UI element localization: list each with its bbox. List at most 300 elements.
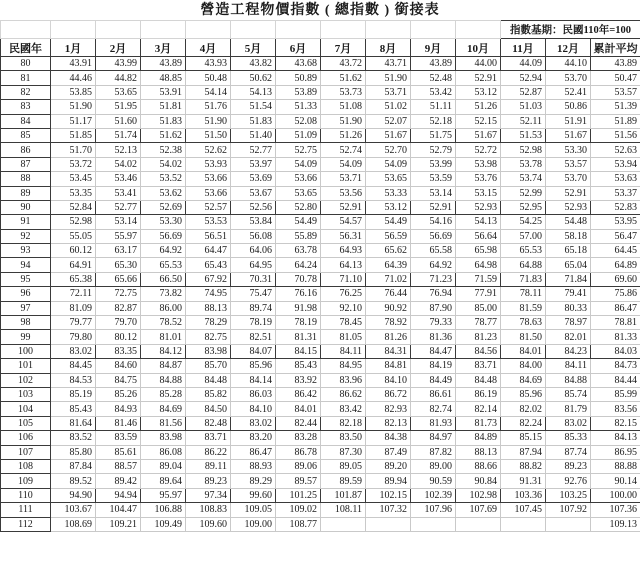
value-cell: 90.84 [456, 474, 501, 488]
value-cell: 52.91 [321, 200, 366, 214]
value-cell: 85.33 [546, 431, 591, 445]
value-cell: 50.89 [276, 71, 321, 85]
year-cell: 90 [1, 200, 51, 214]
value-cell: 74.95 [186, 287, 231, 301]
value-cell: 51.76 [186, 100, 231, 114]
col-header-9: 9月 [411, 39, 456, 57]
value-cell: 82.75 [186, 330, 231, 344]
value-cell: 89.20 [366, 459, 411, 473]
value-cell: 43.82 [231, 57, 276, 71]
value-cell: 109.02 [276, 503, 321, 517]
value-cell: 56.59 [366, 229, 411, 243]
value-cell: 53.97 [231, 157, 276, 171]
value-cell [546, 517, 591, 531]
value-cell: 51.75 [411, 128, 456, 142]
value-cell: 43.91 [51, 57, 96, 71]
value-cell: 82.44 [276, 416, 321, 430]
value-cell: 56.51 [186, 229, 231, 243]
value-cell: 53.69 [231, 172, 276, 186]
year-cell: 112 [1, 517, 51, 531]
table-row [1, 128, 640, 142]
value-cell: 53.12 [456, 85, 501, 99]
value-cell: 84.12 [141, 344, 186, 358]
value-cell: 53.15 [456, 186, 501, 200]
value-cell: 67.92 [186, 272, 231, 286]
value-cell: 86.62 [321, 387, 366, 401]
year-cell: 87 [1, 157, 51, 171]
value-cell [411, 517, 456, 531]
value-cell: 81.09 [51, 301, 96, 315]
value-cell: 83.42 [321, 402, 366, 416]
value-cell: 85.96 [231, 359, 276, 373]
value-cell: 51.03 [501, 100, 546, 114]
value-cell: 71.23 [411, 272, 456, 286]
table-row [1, 488, 640, 502]
value-cell: 107.45 [501, 503, 546, 517]
value-cell: 87.94 [501, 445, 546, 459]
value-cell: 52.74 [321, 143, 366, 157]
value-cell: 54.02 [141, 157, 186, 171]
col-header-8: 8月 [366, 39, 411, 57]
value-cell: 89.00 [411, 459, 456, 473]
avg-cell: 86.47 [591, 301, 640, 315]
value-cell: 108.69 [51, 517, 96, 531]
value-cell: 63.17 [96, 244, 141, 258]
value-cell: 81.46 [96, 416, 141, 430]
value-cell: 53.78 [501, 157, 546, 171]
value-cell: 53.70 [546, 71, 591, 85]
value-cell: 81.05 [321, 330, 366, 344]
value-cell: 82.13 [366, 416, 411, 430]
value-cell: 52.91 [411, 200, 456, 214]
value-cell: 52.75 [276, 143, 321, 157]
value-cell: 89.52 [51, 474, 96, 488]
value-cell: 54.13 [231, 85, 276, 99]
value-cell: 58.18 [546, 229, 591, 243]
value-cell: 51.09 [276, 128, 321, 142]
spacer-cell [411, 21, 456, 39]
value-cell: 51.11 [411, 100, 456, 114]
value-cell: 51.74 [96, 128, 141, 142]
value-cell: 64.47 [186, 244, 231, 258]
value-cell: 53.65 [96, 85, 141, 99]
value-cell: 52.77 [231, 143, 276, 157]
page-title: 營造工程物價指數 ( 總指數 ) 銜接表 [200, 3, 440, 18]
year-cell: 100 [1, 344, 51, 358]
value-cell: 64.93 [321, 244, 366, 258]
value-cell: 51.90 [321, 114, 366, 128]
value-cell: 52.57 [186, 200, 231, 214]
year-cell: 83 [1, 100, 51, 114]
col-header-6: 6月 [276, 39, 321, 57]
value-cell: 55.97 [96, 229, 141, 243]
table-row [1, 503, 640, 517]
value-cell: 81.93 [411, 416, 456, 430]
value-cell: 81.73 [456, 416, 501, 430]
avg-cell: 51.39 [591, 100, 640, 114]
value-cell: 81.50 [501, 330, 546, 344]
value-cell: 53.62 [141, 186, 186, 200]
year-cell: 101 [1, 359, 51, 373]
value-cell: 89.11 [186, 459, 231, 473]
table-row [1, 71, 640, 85]
value-cell: 64.92 [411, 258, 456, 272]
value-cell: 51.02 [366, 100, 411, 114]
value-cell: 84.01 [501, 344, 546, 358]
value-cell: 51.67 [456, 128, 501, 142]
spacer-cell [141, 21, 186, 39]
value-cell: 101.87 [321, 488, 366, 502]
value-cell: 83.98 [141, 431, 186, 445]
value-cell: 53.30 [546, 143, 591, 157]
col-header-10: 10月 [456, 39, 501, 57]
value-cell: 53.53 [186, 215, 231, 229]
col-header-2: 2月 [96, 39, 141, 57]
value-cell: 53.33 [366, 186, 411, 200]
value-cell: 65.58 [411, 244, 456, 258]
value-cell: 53.45 [51, 172, 96, 186]
avg-cell: 90.14 [591, 474, 640, 488]
value-cell: 82.93 [366, 402, 411, 416]
avg-cell: 51.56 [591, 128, 640, 142]
value-cell: 81.31 [276, 330, 321, 344]
spacer-cell [1, 21, 51, 39]
avg-cell: 100.00 [591, 488, 640, 502]
avg-cell: 107.36 [591, 503, 640, 517]
value-cell: 89.23 [546, 459, 591, 473]
year-cell: 97 [1, 301, 51, 315]
value-cell: 78.97 [546, 316, 591, 330]
value-cell: 52.77 [96, 200, 141, 214]
value-cell: 87.84 [51, 459, 96, 473]
value-cell: 107.96 [411, 503, 456, 517]
value-cell: 64.95 [231, 258, 276, 272]
value-cell: 76.25 [321, 287, 366, 301]
table-row [1, 57, 640, 71]
value-cell: 108.11 [321, 503, 366, 517]
value-cell: 84.19 [411, 359, 456, 373]
value-cell: 51.26 [456, 100, 501, 114]
value-cell: 78.92 [366, 316, 411, 330]
value-cell: 89.23 [186, 474, 231, 488]
value-cell: 65.38 [51, 272, 96, 286]
value-cell: 84.48 [456, 373, 501, 387]
value-cell: 86.78 [276, 445, 321, 459]
value-cell: 89.64 [141, 474, 186, 488]
value-cell: 53.30 [141, 215, 186, 229]
table-row [1, 445, 640, 459]
value-cell: 51.53 [501, 128, 546, 142]
value-cell: 86.03 [231, 387, 276, 401]
avg-cell: 64.89 [591, 258, 640, 272]
value-cell: 65.04 [546, 258, 591, 272]
value-cell: 64.39 [366, 258, 411, 272]
avg-cell: 84.73 [591, 359, 640, 373]
value-cell: 71.02 [366, 272, 411, 286]
value-cell: 81.23 [456, 330, 501, 344]
value-cell: 79.70 [96, 316, 141, 330]
value-cell: 84.53 [51, 373, 96, 387]
value-cell: 85.43 [51, 402, 96, 416]
value-cell: 82.18 [321, 416, 366, 430]
value-cell: 52.70 [366, 143, 411, 157]
value-cell: 53.42 [411, 85, 456, 99]
value-cell: 51.67 [366, 128, 411, 142]
value-cell: 53.93 [186, 157, 231, 171]
value-cell: 83.96 [321, 373, 366, 387]
value-cell: 53.52 [141, 172, 186, 186]
value-cell: 83.02 [231, 416, 276, 430]
value-cell: 90.92 [366, 301, 411, 315]
value-cell: 81.59 [501, 301, 546, 315]
value-cell: 53.59 [411, 172, 456, 186]
year-cell: 109 [1, 474, 51, 488]
value-cell: 53.99 [411, 157, 456, 171]
value-cell: 52.72 [456, 143, 501, 157]
value-cell: 53.98 [456, 157, 501, 171]
value-cell: 83.71 [456, 359, 501, 373]
value-cell: 87.90 [411, 301, 456, 315]
value-cell: 54.09 [366, 157, 411, 171]
value-cell: 78.29 [186, 316, 231, 330]
value-cell: 53.67 [231, 186, 276, 200]
table-row [1, 200, 640, 214]
avg-cell: 52.63 [591, 143, 640, 157]
table-row [1, 258, 640, 272]
value-cell: 84.97 [411, 431, 456, 445]
value-cell: 53.70 [546, 172, 591, 186]
value-cell: 53.91 [141, 85, 186, 99]
col-header-0: 民國年 [1, 39, 51, 57]
year-cell: 103 [1, 387, 51, 401]
table-row [1, 330, 640, 344]
value-cell: 84.75 [96, 373, 141, 387]
table-row [1, 172, 640, 186]
value-cell: 85.26 [96, 387, 141, 401]
value-cell: 52.93 [456, 200, 501, 214]
col-header-13: 累計平均 [591, 39, 640, 57]
value-cell: 87.49 [366, 445, 411, 459]
value-cell: 99.60 [231, 488, 276, 502]
value-cell: 91.98 [276, 301, 321, 315]
avg-cell: 53.57 [591, 85, 640, 99]
value-cell: 109.49 [141, 517, 186, 531]
value-cell: 75.47 [231, 287, 276, 301]
value-cell: 64.92 [141, 244, 186, 258]
value-cell: 85.00 [456, 301, 501, 315]
value-cell: 84.38 [366, 431, 411, 445]
value-cell: 77.91 [456, 287, 501, 301]
value-cell: 108.83 [186, 503, 231, 517]
value-cell: 53.46 [96, 172, 141, 186]
avg-cell: 56.47 [591, 229, 640, 243]
value-cell: 51.62 [321, 71, 366, 85]
year-cell: 86 [1, 143, 51, 157]
value-cell: 88.13 [186, 301, 231, 315]
value-cell: 88.66 [456, 459, 501, 473]
table-row [1, 459, 640, 473]
value-cell: 94.90 [51, 488, 96, 502]
value-cell: 76.16 [276, 287, 321, 301]
table-row [1, 402, 640, 416]
value-cell: 52.93 [546, 200, 591, 214]
value-cell: 102.39 [411, 488, 456, 502]
table-row [1, 517, 640, 531]
year-cell: 85 [1, 128, 51, 142]
value-cell: 83.02 [51, 344, 96, 358]
value-cell: 52.84 [51, 200, 96, 214]
avg-cell: 64.45 [591, 244, 640, 258]
table-row [1, 301, 640, 315]
value-cell: 54.13 [456, 215, 501, 229]
value-cell: 84.47 [411, 344, 456, 358]
table-row [1, 373, 640, 387]
value-cell: 101.25 [276, 488, 321, 502]
value-cell: 97.34 [186, 488, 231, 502]
avg-cell: 82.15 [591, 416, 640, 430]
value-cell: 79.77 [51, 316, 96, 330]
value-cell: 54.57 [321, 215, 366, 229]
value-cell: 43.93 [186, 57, 231, 71]
value-cell: 53.73 [321, 85, 366, 99]
value-cell: 84.88 [546, 373, 591, 387]
value-cell: 54.25 [501, 215, 546, 229]
value-cell: 70.78 [276, 272, 321, 286]
value-cell: 52.48 [411, 71, 456, 85]
value-cell: 52.91 [456, 71, 501, 85]
value-cell: 102.15 [366, 488, 411, 502]
value-cell: 73.82 [141, 287, 186, 301]
value-cell: 44.09 [501, 57, 546, 71]
value-cell [321, 517, 366, 531]
value-cell: 89.94 [366, 474, 411, 488]
table-row [1, 287, 640, 301]
col-header-3: 3月 [141, 39, 186, 57]
value-cell: 84.49 [411, 373, 456, 387]
value-cell: 81.79 [546, 402, 591, 416]
value-cell: 88.57 [96, 459, 141, 473]
year-cell: 81 [1, 71, 51, 85]
value-cell: 89.42 [96, 474, 141, 488]
value-cell: 52.07 [366, 114, 411, 128]
value-cell [456, 517, 501, 531]
value-cell: 82.24 [501, 416, 546, 430]
value-cell: 53.12 [366, 200, 411, 214]
avg-cell: 50.47 [591, 71, 640, 85]
value-cell: 44.82 [96, 71, 141, 85]
value-cell: 84.89 [456, 431, 501, 445]
year-cell: 84 [1, 114, 51, 128]
value-cell: 78.11 [501, 287, 546, 301]
value-cell: 83.71 [186, 431, 231, 445]
value-cell: 109.60 [186, 517, 231, 531]
value-cell: 84.11 [546, 359, 591, 373]
year-cell: 111 [1, 503, 51, 517]
value-cell: 89.06 [276, 459, 321, 473]
value-cell: 89.59 [321, 474, 366, 488]
value-cell: 52.91 [546, 186, 591, 200]
price-index-table [0, 20, 640, 532]
spacer-cell [186, 21, 231, 39]
value-cell: 88.82 [501, 459, 546, 473]
value-cell: 64.98 [456, 258, 501, 272]
year-cell: 108 [1, 459, 51, 473]
value-cell: 54.48 [546, 215, 591, 229]
value-cell: 51.54 [231, 100, 276, 114]
value-cell: 84.69 [501, 373, 546, 387]
col-header-11: 11月 [501, 39, 546, 57]
value-cell: 53.74 [501, 172, 546, 186]
value-cell: 56.64 [456, 229, 501, 243]
spacer-cell [231, 21, 276, 39]
value-cell: 108.77 [276, 517, 321, 531]
year-cell: 93 [1, 244, 51, 258]
value-cell: 50.62 [231, 71, 276, 85]
value-cell: 52.95 [501, 200, 546, 214]
value-cell: 84.50 [186, 402, 231, 416]
value-cell: 65.43 [186, 258, 231, 272]
value-cell: 71.59 [456, 272, 501, 286]
value-cell: 84.45 [51, 359, 96, 373]
table-row [1, 85, 640, 99]
value-cell: 102.98 [456, 488, 501, 502]
value-cell: 64.13 [321, 258, 366, 272]
table-row [1, 143, 640, 157]
avg-cell: 53.94 [591, 157, 640, 171]
value-cell: 51.95 [96, 100, 141, 114]
spacer-cell [456, 21, 501, 39]
value-cell: 82.51 [231, 330, 276, 344]
value-cell: 51.90 [366, 71, 411, 85]
value-cell: 53.72 [51, 157, 96, 171]
value-cell: 107.32 [366, 503, 411, 517]
value-cell: 51.60 [96, 114, 141, 128]
value-cell: 72.11 [51, 287, 96, 301]
value-cell: 89.57 [276, 474, 321, 488]
value-cell: 64.06 [231, 244, 276, 258]
value-cell: 89.29 [231, 474, 276, 488]
value-cell: 83.50 [321, 431, 366, 445]
value-cell: 44.46 [51, 71, 96, 85]
value-cell: 53.89 [276, 85, 321, 99]
value-cell: 103.67 [51, 503, 96, 517]
avg-cell: 84.13 [591, 431, 640, 445]
value-cell: 54.09 [321, 157, 366, 171]
spacer-cell [321, 21, 366, 39]
value-cell: 84.48 [186, 373, 231, 387]
value-cell: 52.15 [456, 114, 501, 128]
value-cell: 84.01 [276, 402, 321, 416]
value-cell: 103.36 [501, 488, 546, 502]
value-cell: 53.76 [456, 172, 501, 186]
value-cell: 84.56 [456, 344, 501, 358]
value-cell [501, 517, 546, 531]
value-cell: 86.22 [186, 445, 231, 459]
value-cell: 65.18 [546, 244, 591, 258]
value-cell: 53.57 [546, 157, 591, 171]
value-cell: 65.53 [141, 258, 186, 272]
value-cell: 82.74 [411, 402, 456, 416]
value-cell: 43.68 [276, 57, 321, 71]
value-cell: 84.87 [141, 359, 186, 373]
value-cell: 78.63 [501, 316, 546, 330]
table-row [1, 387, 640, 401]
value-cell: 51.62 [141, 128, 186, 142]
value-cell: 84.14 [231, 373, 276, 387]
value-cell: 86.47 [231, 445, 276, 459]
value-cell: 51.40 [231, 128, 276, 142]
table-row [1, 272, 640, 286]
